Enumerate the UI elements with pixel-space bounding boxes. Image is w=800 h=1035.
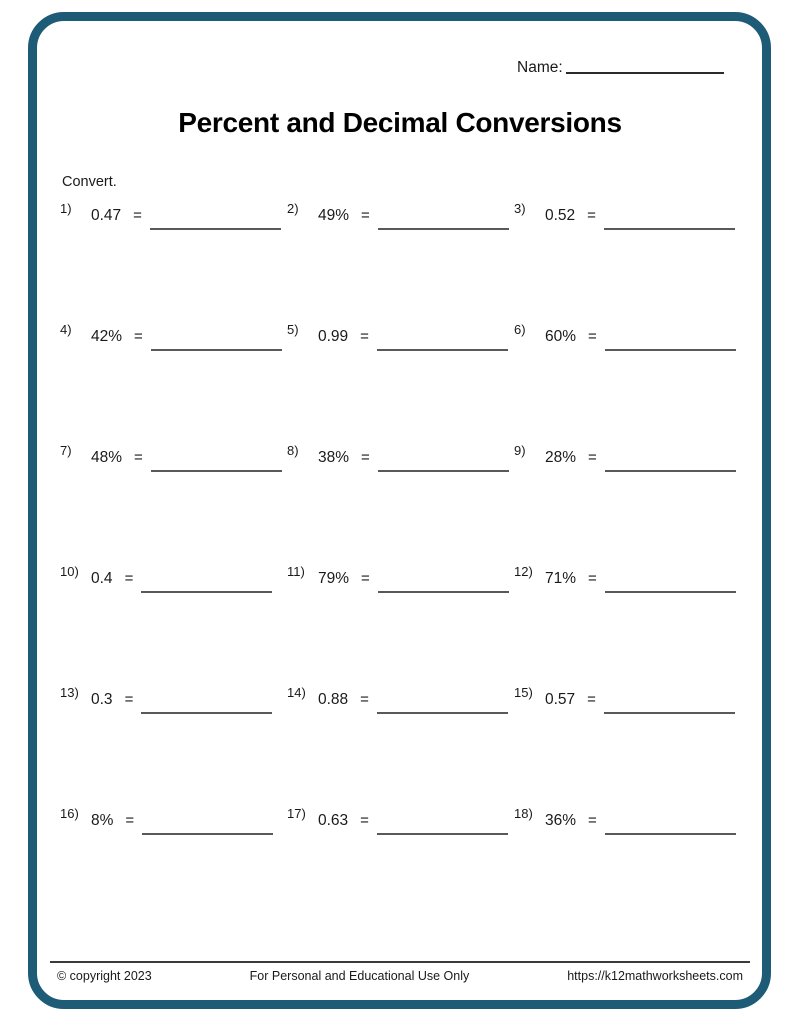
problem-number: 5): [287, 322, 299, 337]
problem-number: 6): [514, 322, 526, 337]
equals-sign: =: [588, 570, 597, 587]
problem-number: 1): [60, 201, 72, 216]
equals-sign: =: [360, 691, 369, 708]
problem-cell: [287, 321, 514, 442]
answer-blank[interactable]: [378, 470, 509, 472]
equals-sign: =: [133, 207, 142, 224]
problem-cell: [514, 442, 741, 563]
answer-blank[interactable]: [377, 833, 508, 835]
problem-number: 17): [287, 806, 306, 821]
problem-number: 11): [287, 564, 305, 579]
problem-number: 8): [287, 443, 299, 458]
problem-cell: [514, 321, 741, 442]
problem-value: 8%: [91, 812, 114, 829]
problem-cell: [60, 563, 287, 684]
answer-blank[interactable]: [605, 833, 736, 835]
equals-sign: =: [587, 207, 596, 224]
answer-blank[interactable]: [605, 591, 736, 593]
footer: [50, 969, 750, 983]
problem-cell: [60, 442, 287, 563]
name-label: Name:: [517, 59, 563, 76]
problem-value: 0.63: [318, 812, 349, 829]
problem-value: 79%: [318, 570, 350, 587]
problem-number: 15): [514, 685, 533, 700]
problem-value: 36%: [545, 812, 577, 829]
problem-value: 0.88: [318, 691, 349, 708]
problem-value: 49%: [318, 207, 350, 224]
answer-blank[interactable]: [141, 712, 272, 714]
problem-cell: [60, 321, 287, 442]
problem-cell: [514, 684, 741, 805]
page-title: Percent and Decimal Conversions: [178, 107, 622, 138]
answer-blank[interactable]: [378, 228, 509, 230]
equals-sign: =: [125, 812, 135, 829]
answer-blank[interactable]: [142, 833, 273, 835]
name-blank-line[interactable]: [566, 72, 724, 74]
problem-value: 42%: [91, 328, 123, 345]
answer-blank[interactable]: [604, 712, 735, 714]
problem-number: 16): [60, 806, 79, 821]
problem-value: 38%: [318, 449, 350, 466]
problem-value: 71%: [545, 570, 577, 587]
problem-number: 13): [60, 685, 79, 700]
problem-value: 0.4: [91, 570, 113, 587]
footer-copyright: © copyright 2023: [57, 969, 152, 983]
equals-sign: =: [361, 207, 370, 224]
problem-number: 7): [60, 443, 72, 458]
problem-number: 2): [287, 201, 299, 216]
equals-sign: =: [124, 570, 134, 587]
problem-cell: [514, 805, 741, 926]
equals-sign: =: [360, 812, 369, 829]
problem-cell: [60, 200, 287, 321]
problem-cell: [287, 563, 514, 684]
footer-usage: For Personal and Educational Use Only: [249, 969, 470, 983]
answer-blank[interactable]: [605, 470, 736, 472]
answer-blank[interactable]: [377, 349, 508, 351]
problem-cell: [287, 442, 514, 563]
equals-sign: =: [587, 691, 596, 708]
problem-value: 0.47: [91, 207, 122, 224]
name-row: [517, 59, 724, 77]
problem-number: 10): [60, 564, 79, 579]
equals-sign: =: [134, 449, 143, 466]
equals-sign: =: [361, 449, 370, 466]
problem-number: 9): [514, 443, 526, 458]
problem-value: 48%: [91, 449, 123, 466]
equals-sign: =: [360, 328, 369, 345]
equals-sign: =: [134, 328, 143, 345]
equals-sign: =: [588, 812, 597, 829]
problem-value: 60%: [545, 328, 577, 345]
footer-url: https://k12mathworksheets.com: [567, 969, 743, 983]
problem-number: 3): [514, 201, 526, 216]
problem-cell: [514, 563, 741, 684]
instruction-text: Convert.: [62, 174, 117, 190]
problem-value: 0.3: [91, 691, 113, 708]
equals-sign: =: [588, 449, 597, 466]
answer-blank[interactable]: [150, 228, 281, 230]
problem-cell: [287, 200, 514, 321]
answer-blank[interactable]: [151, 470, 282, 472]
problem-cell: [60, 684, 287, 805]
problem-value: 0.99: [318, 328, 349, 345]
footer-divider: [50, 961, 750, 963]
problem-value: 0.52: [545, 207, 576, 224]
problem-cell: [514, 200, 741, 321]
problem-value: 28%: [545, 449, 577, 466]
answer-blank[interactable]: [605, 349, 736, 351]
equals-sign: =: [124, 691, 134, 708]
answer-blank[interactable]: [141, 591, 272, 593]
answer-blank[interactable]: [377, 712, 508, 714]
problems-grid: [60, 200, 741, 926]
problem-number: 18): [514, 806, 533, 821]
problem-number: 12): [514, 564, 533, 579]
equals-sign: =: [588, 328, 597, 345]
problem-number: 4): [60, 322, 72, 337]
answer-blank[interactable]: [604, 228, 735, 230]
problem-cell: [287, 805, 514, 926]
answer-blank[interactable]: [151, 349, 282, 351]
problem-value: 0.57: [545, 691, 576, 708]
problem-cell: [287, 684, 514, 805]
problem-number: 14): [287, 685, 306, 700]
answer-blank[interactable]: [378, 591, 509, 593]
equals-sign: =: [361, 570, 370, 587]
problem-cell: [60, 805, 287, 926]
